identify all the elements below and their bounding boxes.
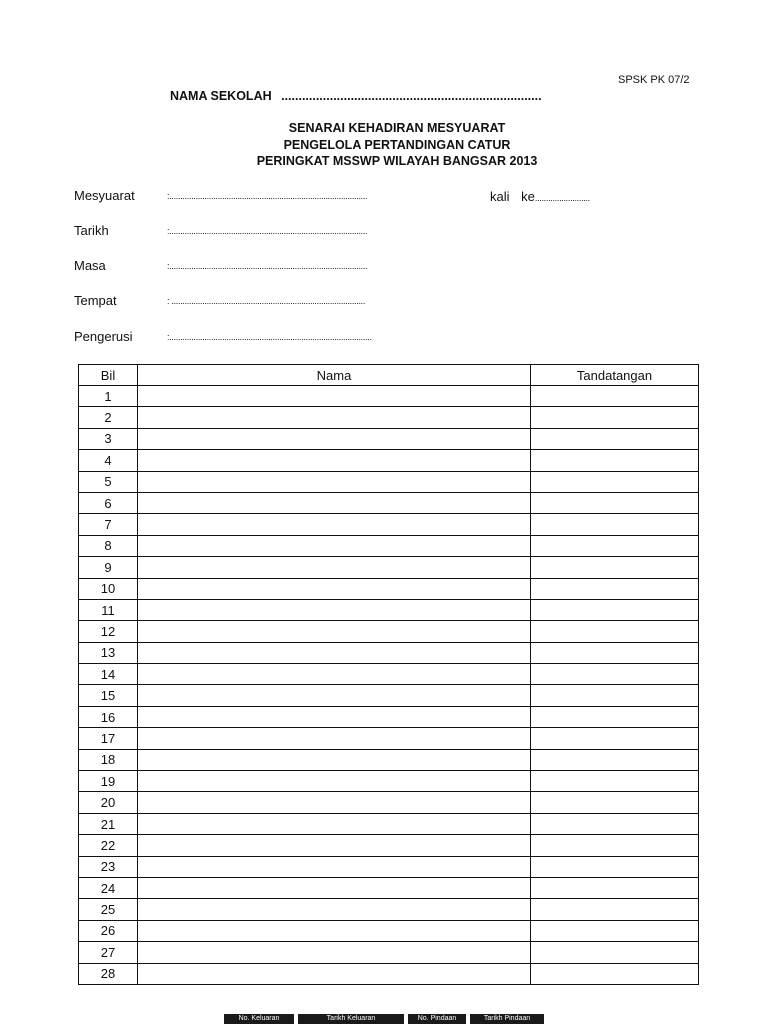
table-row	[79, 471, 699, 492]
row-number: 9	[79, 557, 138, 578]
signature-cell[interactable]	[531, 428, 699, 449]
field-value: : ........................................................................................	[167, 296, 366, 306]
table-row	[79, 813, 699, 834]
row-number: 12	[79, 621, 138, 642]
name-cell[interactable]	[138, 813, 531, 834]
row-number: 18	[79, 749, 138, 770]
name-cell[interactable]	[138, 578, 531, 599]
row-number: 19	[79, 771, 138, 792]
table-row	[79, 792, 699, 813]
name-cell[interactable]	[138, 706, 531, 727]
signature-cell[interactable]	[531, 749, 699, 770]
name-cell[interactable]	[138, 407, 531, 428]
table-row	[79, 685, 699, 706]
row-number: 28	[79, 963, 138, 984]
table-header-row	[79, 365, 699, 386]
row-number: 22	[79, 835, 138, 856]
signature-cell[interactable]	[531, 578, 699, 599]
ke-label: ke	[521, 189, 535, 204]
document-footer	[224, 1014, 544, 1024]
table-row	[79, 450, 699, 471]
table-row	[79, 877, 699, 898]
signature-cell[interactable]	[531, 706, 699, 727]
name-cell[interactable]	[138, 599, 531, 620]
signature-cell[interactable]	[531, 877, 699, 898]
table-row	[79, 963, 699, 984]
name-cell[interactable]	[138, 557, 531, 578]
table-body	[79, 386, 699, 985]
signature-cell[interactable]	[531, 771, 699, 792]
table-row	[79, 599, 699, 620]
name-cell[interactable]	[138, 535, 531, 556]
table-row	[79, 492, 699, 513]
title-line-3: PERINGKAT MSSWP WILAYAH BANGSAR 2013	[256, 154, 538, 168]
row-number: 23	[79, 856, 138, 877]
footer-tarikh-keluaran: Tarikh Keluaran	[298, 1014, 404, 1024]
table-row	[79, 920, 699, 941]
row-number: 10	[79, 578, 138, 599]
signature-cell[interactable]	[531, 407, 699, 428]
school-name-label: NAMA SEKOLAH	[170, 89, 272, 103]
name-cell[interactable]	[138, 450, 531, 471]
field-label: Mesyuarat	[74, 188, 135, 203]
row-number: 17	[79, 728, 138, 749]
table-row	[79, 942, 699, 963]
table-row	[79, 899, 699, 920]
document-titles	[0, 120, 768, 170]
field-label: Pengerusi	[74, 329, 133, 344]
row-number: 5	[79, 471, 138, 492]
name-cell[interactable]	[138, 685, 531, 706]
row-number: 26	[79, 920, 138, 941]
name-cell[interactable]	[138, 664, 531, 685]
table-row	[79, 771, 699, 792]
signature-cell[interactable]	[531, 920, 699, 941]
name-cell[interactable]	[138, 899, 531, 920]
table-row	[79, 386, 699, 407]
signature-cell[interactable]	[531, 621, 699, 642]
row-number: 1	[79, 386, 138, 407]
attendance-table	[78, 364, 699, 985]
signature-cell[interactable]	[531, 792, 699, 813]
footer-no-keluaran: No. Keluaran	[224, 1014, 294, 1024]
table-row	[79, 664, 699, 685]
name-cell[interactable]	[138, 792, 531, 813]
document-code: SPSK PK 07/2	[618, 74, 690, 86]
field-label: Tempat	[74, 293, 117, 308]
name-cell[interactable]	[138, 749, 531, 770]
signature-cell[interactable]	[531, 535, 699, 556]
signature-cell[interactable]	[531, 450, 699, 471]
table-row	[79, 728, 699, 749]
name-cell[interactable]	[138, 920, 531, 941]
name-cell[interactable]	[138, 963, 531, 984]
name-cell[interactable]	[138, 492, 531, 513]
signature-cell[interactable]	[531, 557, 699, 578]
table-row	[79, 706, 699, 727]
footer-no-pindaan: No. Pindaan	[408, 1014, 466, 1024]
signature-cell[interactable]	[531, 664, 699, 685]
signature-cell[interactable]	[531, 899, 699, 920]
table-row	[79, 557, 699, 578]
row-number: 8	[79, 535, 138, 556]
table-row	[79, 535, 699, 556]
header-tandatangan: Tandatangan	[531, 365, 699, 386]
footer-tarikh-pindaan: Tarikh Pindaan	[470, 1014, 544, 1024]
kali-ke-dots: .........................	[534, 193, 590, 203]
name-cell[interactable]	[138, 428, 531, 449]
table-row	[79, 428, 699, 449]
kali-ke-field	[490, 189, 590, 204]
row-number: 3	[79, 428, 138, 449]
header-bil: Bil	[79, 365, 138, 386]
table-row	[79, 835, 699, 856]
table-row	[79, 578, 699, 599]
row-number: 7	[79, 514, 138, 535]
signature-cell[interactable]	[531, 386, 699, 407]
signature-cell[interactable]	[531, 728, 699, 749]
row-number: 20	[79, 792, 138, 813]
signature-cell[interactable]	[531, 835, 699, 856]
row-number: 13	[79, 642, 138, 663]
header-nama: Nama	[138, 365, 531, 386]
table-row	[79, 621, 699, 642]
school-name-line	[170, 89, 542, 103]
row-number: 27	[79, 942, 138, 963]
name-cell[interactable]	[138, 642, 531, 663]
signature-cell[interactable]	[531, 514, 699, 535]
row-number: 24	[79, 877, 138, 898]
name-cell[interactable]	[138, 621, 531, 642]
signature-cell[interactable]	[531, 471, 699, 492]
table-row	[79, 749, 699, 770]
school-name-dots: ...........................................................................	[281, 89, 542, 103]
row-number: 21	[79, 813, 138, 834]
signature-cell[interactable]	[531, 599, 699, 620]
name-cell[interactable]	[138, 856, 531, 877]
field-value: :..........................................................................................	[167, 226, 368, 236]
table-row	[79, 407, 699, 428]
field-value: :..........................................................................................	[167, 261, 368, 271]
row-number: 6	[79, 492, 138, 513]
title-line-1: SENARAI KEHADIRAN MESYUARAT	[288, 121, 506, 135]
row-number: 2	[79, 407, 138, 428]
field-value: :..........................................................................................	[167, 191, 368, 201]
name-cell[interactable]	[138, 942, 531, 963]
table-row	[79, 514, 699, 535]
title-line-2: PENGELOLA PERTANDINGAN CATUR	[283, 137, 511, 152]
signature-cell[interactable]	[531, 492, 699, 513]
table-row	[79, 856, 699, 877]
row-number: 4	[79, 450, 138, 471]
signature-cell[interactable]	[531, 642, 699, 663]
field-value: :............................................................................................	[167, 332, 372, 342]
name-cell[interactable]	[138, 728, 531, 749]
name-cell[interactable]	[138, 471, 531, 492]
name-cell[interactable]	[138, 835, 531, 856]
name-cell[interactable]	[138, 877, 531, 898]
row-number: 15	[79, 685, 138, 706]
name-cell[interactable]	[138, 514, 531, 535]
field-label: Masa	[74, 258, 106, 273]
signature-cell[interactable]	[531, 963, 699, 984]
row-number: 25	[79, 899, 138, 920]
name-cell[interactable]	[138, 386, 531, 407]
field-label: Tarikh	[74, 223, 109, 238]
kali-label: kali	[490, 189, 510, 204]
signature-cell[interactable]	[531, 813, 699, 834]
row-number: 11	[79, 599, 138, 620]
signature-cell[interactable]	[531, 942, 699, 963]
signature-cell[interactable]	[531, 856, 699, 877]
name-cell[interactable]	[138, 771, 531, 792]
table-row	[79, 642, 699, 663]
row-number: 14	[79, 664, 138, 685]
row-number: 16	[79, 706, 138, 727]
signature-cell[interactable]	[531, 685, 699, 706]
